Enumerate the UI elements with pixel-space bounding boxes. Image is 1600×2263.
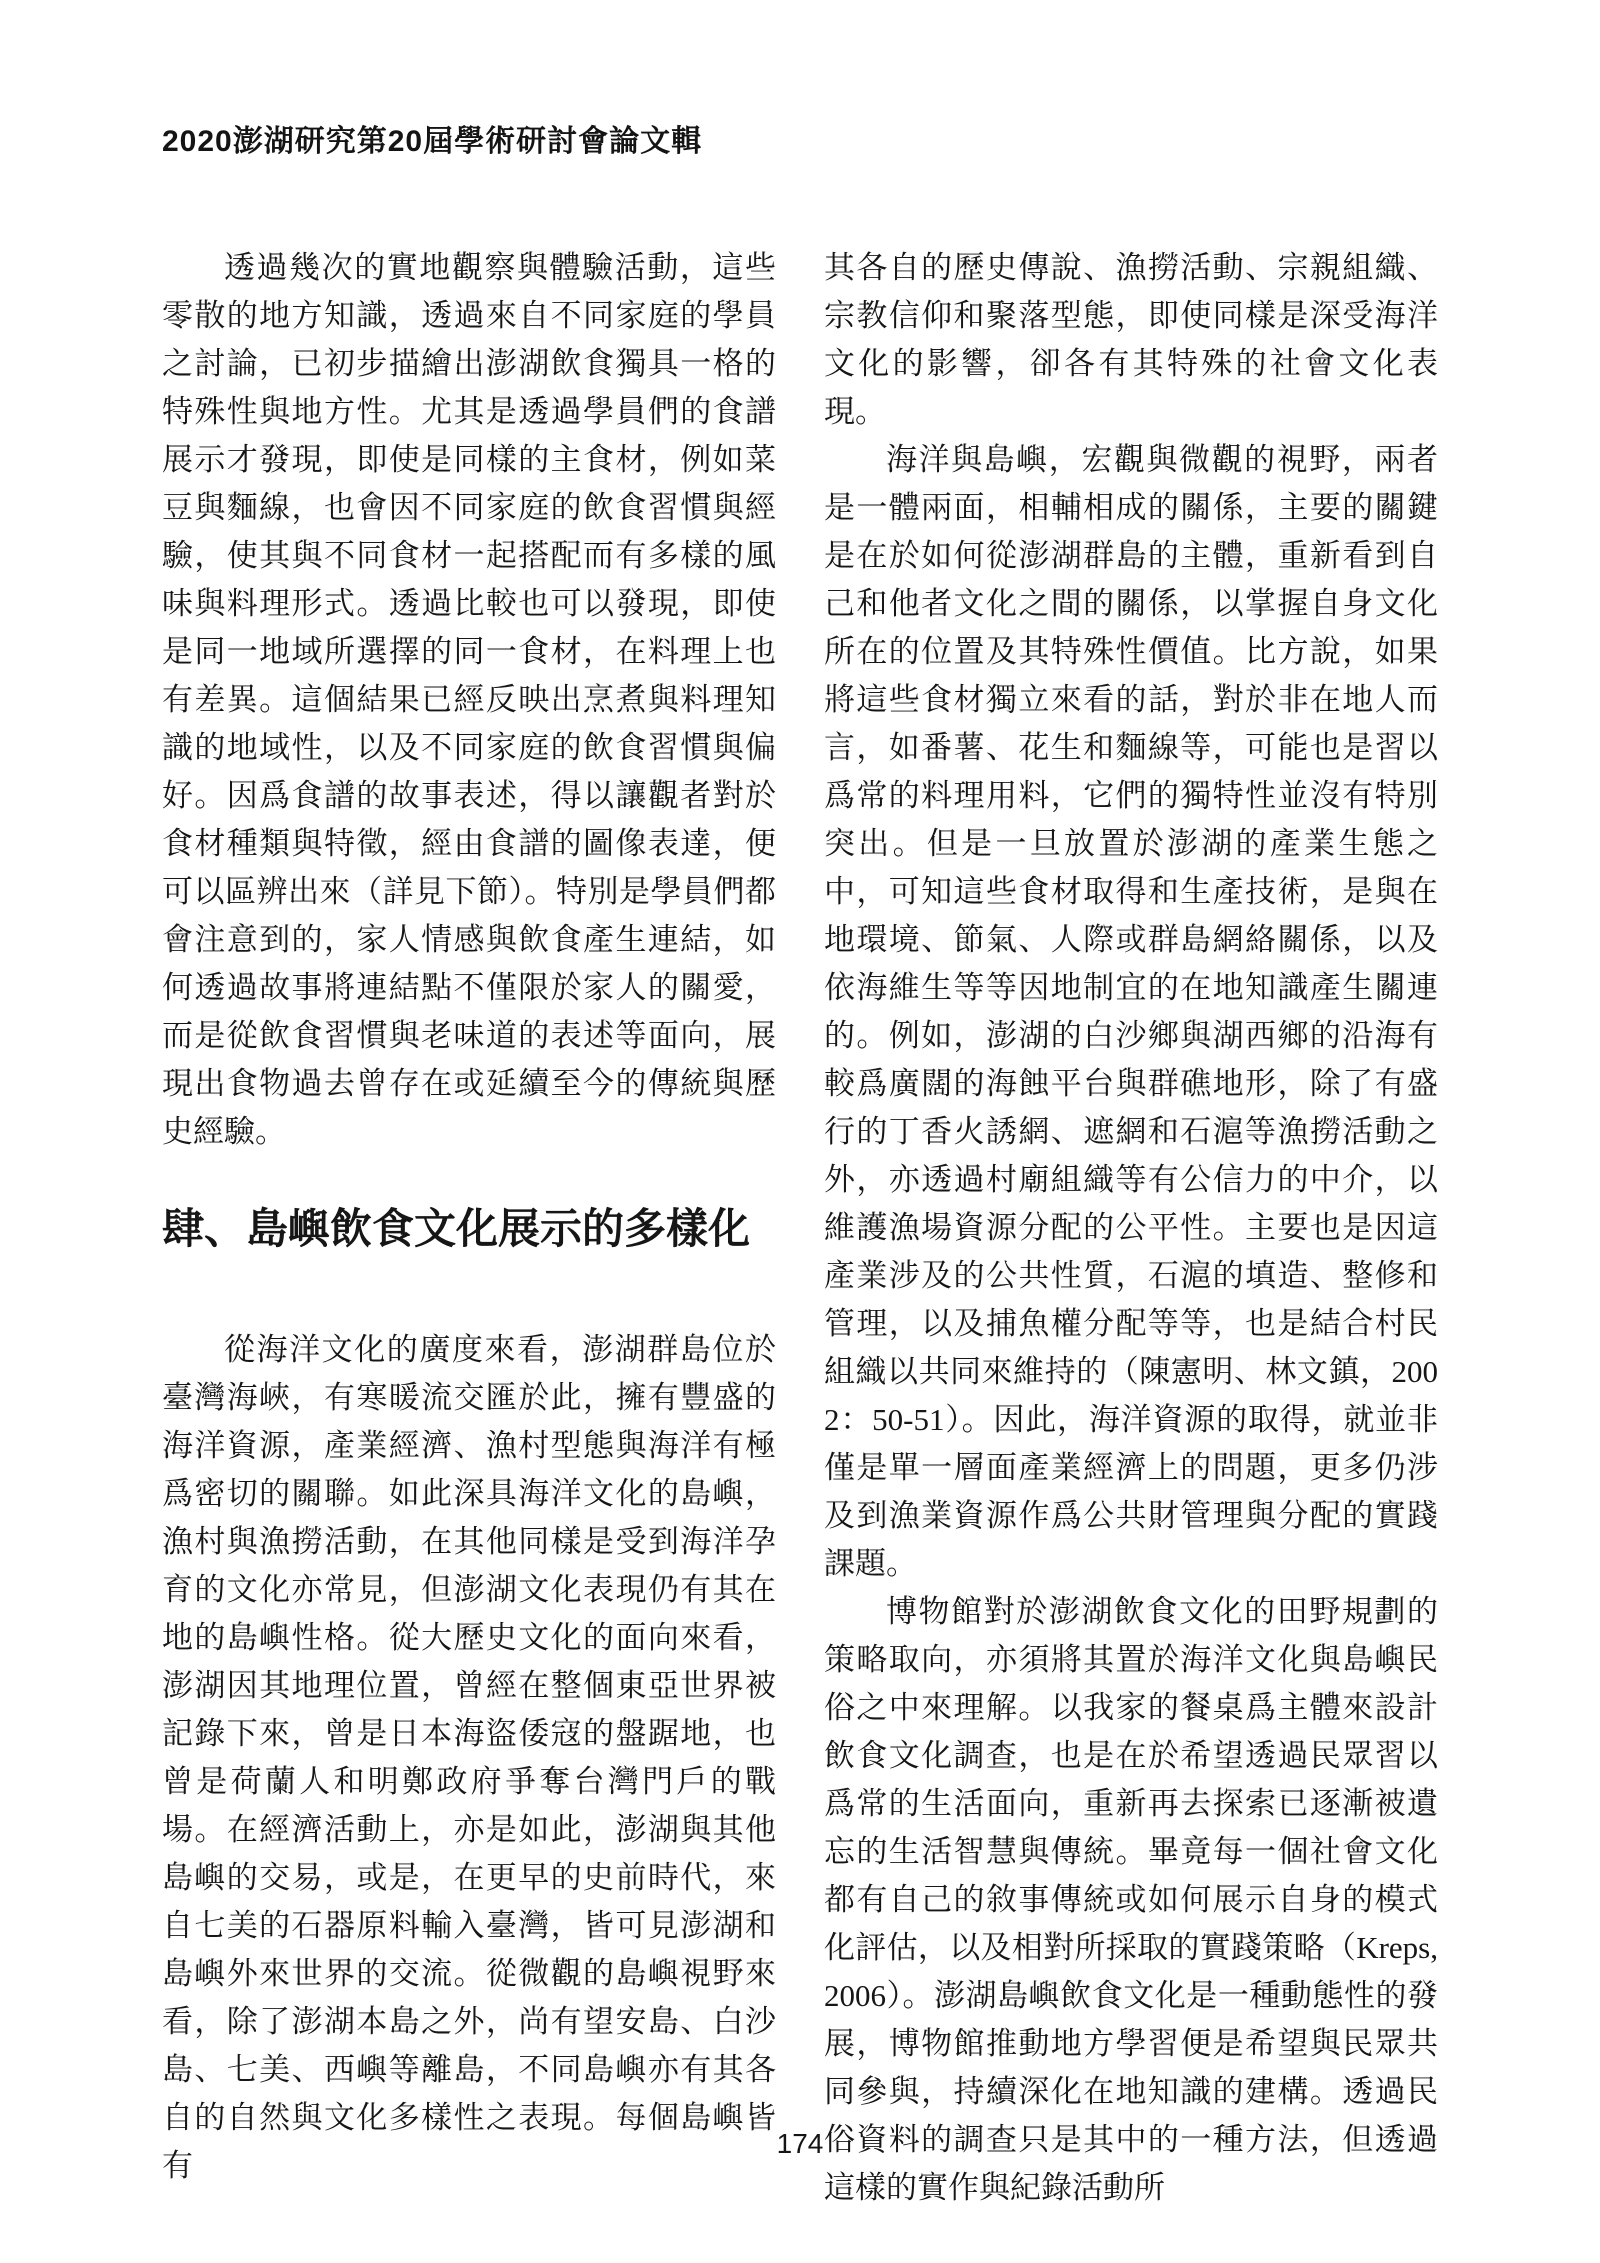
right-paragraph-2: 海洋與島嶼，宏觀與微觀的視野，兩者是一體兩面，相輔相成的關係，主要的關鍵是在於如何從澎湖群島的主體，重新看到自己和他者文化之間的關係，以掌握自身文化所在的位置及其特殊性價值。比方說，如果將這些食材獨立來看的話，對於非在地人而言，如番薯、花生和麵線等，可能也是習以爲常的料理用料，它們的獨特性並沒有特別突出。但是一旦放置於澎湖的產業生態之中，可知這些食材取得和生產技術，是與在地環境、節氣、人際或群島網絡關係，以及依海維生等等因地制宜的在地知識產生關連的。例如，澎湖的白沙鄉與湖西鄉的沿海有較爲廣闊的海蝕平台與群礁地形，除了有盛行的丁香火誘網、遮網和石滬等漁撈活動之外，亦透過村廟組織等有公信力的中介，以維護漁場資源分配的公平性。主要也是因這產業涉及的公共性質，石滬的填造、整修和管理，以及捕魚權分配等等，也是結合村民組織以共同來維持的（陳憲明、林文鎮，2002：50-51）。因此，海洋資源的取得，就並非僅是單一層面產業經濟上的問題，更多仍涉及到漁業資源作爲公共財管理與分配的實踐課題。 xyxy=(824,442,1438,1581)
page-number: 174 xyxy=(776,2128,824,2159)
text-column-right xyxy=(824,244,1438,2212)
left-paragraph-1: 透過幾次的實地觀察與體驗活動，這些零散的地方知識，透過來自不同家庭的學員之討論，已初步描繪出澎湖飲食獨具一格的特殊性與地方性。尤其是透過學員們的食譜展示才發現，即使是同樣的主食材，例如菜豆與麵線，也會因不同家庭的飲食習慣與經驗，使其與不同食材一起搭配而有多樣的風味與料理形式。透過比較也可以發現，即使是同一地域所選擇的同一食材，在料理上也有差異。這個結果已經反映出烹煮與料理知識的地域性，以及不同家庭的飲食習慣與偏好。因爲食譜的故事表述，得以讓觀者對於食材種類與特徵，經由食譜的圖像表達，便可以區辨出來（詳見下節）。特別是學員們都會注意到的，家人情感與飲食產生連結，如何透過故事將連結點不僅限於家人的關愛，而是從飲食習慣與老味道的表述等面向，展現出食物過去曾存在或延續至今的傳統與歷史經驗。 xyxy=(162,250,776,1149)
text-columns xyxy=(162,244,1438,2212)
section-heading: 肆、島嶼飲食文化展示的多樣化 xyxy=(162,1207,751,1253)
text-column-left xyxy=(162,244,776,2212)
left-paragraph-2: 從海洋文化的廣度來看，澎湖群島位於臺灣海峽，有寒暖流交匯於此，擁有豐盛的海洋資源，產業經濟、漁村型態與海洋有極爲密切的關聯。如此深具海洋文化的島嶼，漁村與漁撈活動，在其他同樣是受到海洋孕育的文化亦常見，但澎湖文化表現仍有其在地的島嶼性格。從大歷史文化的面向來看，澎湖因其地理位置，曾經在整個東亞世界被記錄下來，曾是日本海盜倭寇的盤踞地，也曾是荷蘭人和明鄭政府爭奪台灣門戶的戰場。在經濟活動上，亦是如此，澎湖與其他島嶼的交易，或是，在更早的史前時代，來自七美的石器原料輸入臺灣，皆可見澎湖和島嶼外來世界的交流。從微觀的島嶼視野來看，除了澎湖本島之外，尚有望安島、白沙島、七美、西嶼等離島，不同島嶼亦有其各自的自然與文化多樣性之表現。每個島嶼皆有 xyxy=(162,1332,776,2183)
right-paragraph-3: 博物館對於澎湖飲食文化的田野規劃的策略取向，亦須將其置於海洋文化與島嶼民俗之中來理解。以我家的餐桌爲主體來設計飲食文化調查，也是在於希望透過民眾習以爲常的生活面向，重新再去探索已逐漸被遺忘的生活智慧與傳統。畢竟每一個社會文化都有自己的敘事傳統或如何展示自身的模式化評估，以及相對所採取的實踐策略（Kreps, 2006）。澎湖島嶼飲食文化是一種動態性的發展，博物館推動地方學習便是希望與民眾共同參與，持續深化在地知識的建構。透過民俗資料的調查只是其中的一種方法，但透過這樣的實作與紀錄活動所 xyxy=(824,1594,1438,2205)
right-paragraph-1-continued: 其各自的歷史傳說、漁撈活動、宗親組織、宗教信仰和聚落型態，即使同樣是深受海洋文化的影響，卻各有其特殊的社會文化表現。 xyxy=(824,250,1438,429)
running-header: 2020澎湖研究第20屆學術研討會論文輯 xyxy=(162,125,703,158)
